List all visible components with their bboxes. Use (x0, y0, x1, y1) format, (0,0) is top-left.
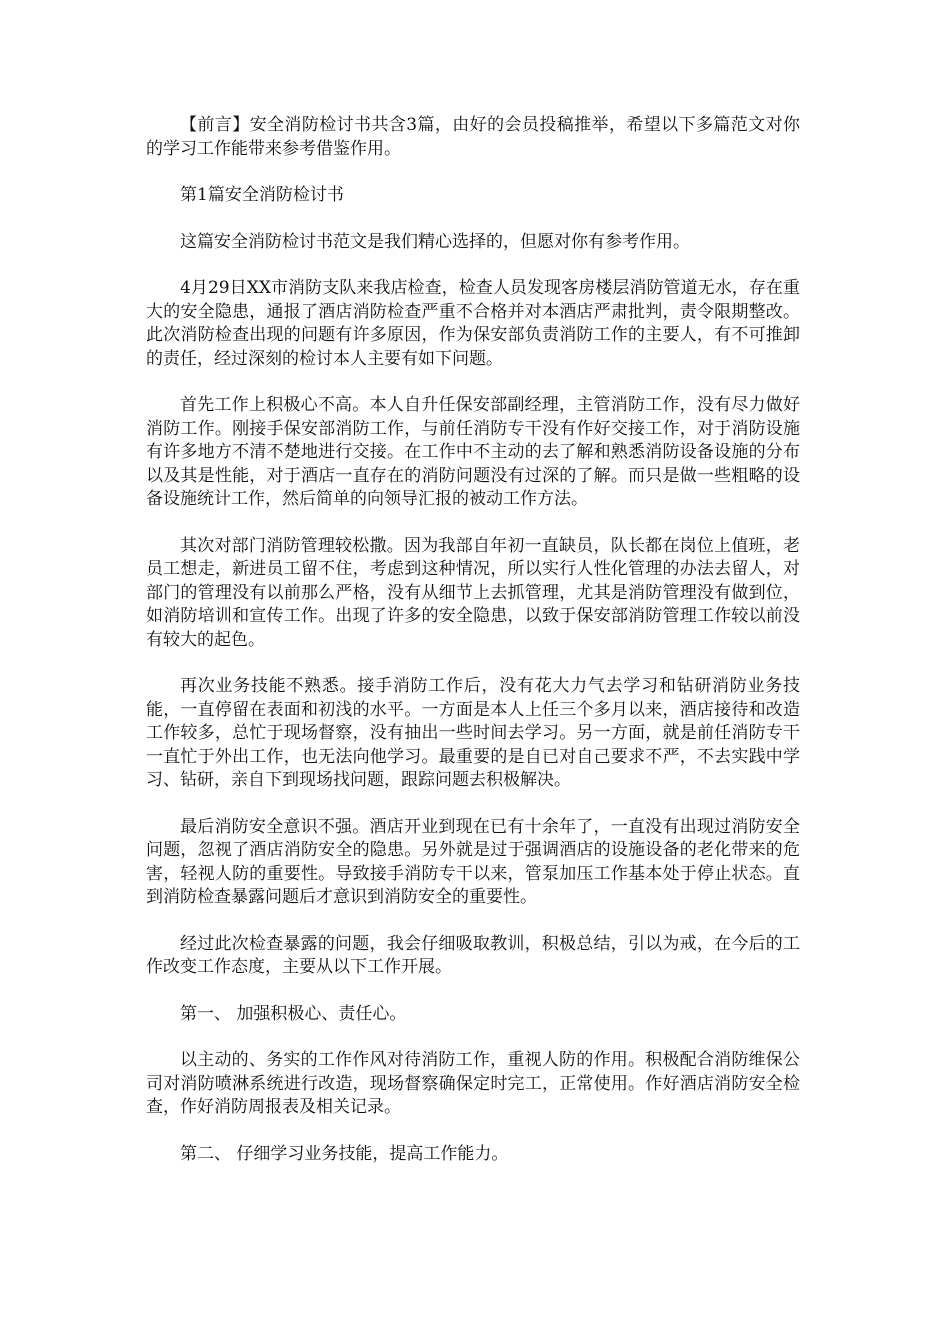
paragraph-issue-4: 最后消防安全意识不强。酒店开业到现在已有十余年了，一直没有出现过消防安全问题，忽视了酒店消防安全的隐患。另外就是过于强调酒店的设施设备的老化带来的危害，轻视人防的重要性。导致接手消防专干以来，管泵加压工作基本处于停止状态。直到消防检查暴露问题后才意识到消防安全的重要性。 (146, 816, 800, 907)
paragraph-issue-3: 再次业务技能不熟悉。接手消防工作后，没有花大力气去学习和钻研消防业务技能，一直停留在表面和初浅的水平。一方面是本人上任三个多月以来，酒店接待和改造工作较多，总忙于现场督察，没有抽出一些时间去学习。另一方面，就是前任消防专干一直忙于外出工作，也无法向他学习。最重要的是自已对自己要求不严，不去实践中学习、钻研，亲自下到现场找问题，跟踪问题去积极解决。 (146, 676, 800, 790)
paragraph-resolution: 经过此次检查暴露的问题，我会仔细吸取教训，积极总结，引以为戒，在今后的工作改变工作态度，主要从以下工作开展。 (146, 933, 800, 977)
paragraph-preface: 【前言】安全消防检讨书共含3篇，由好的会员投稿推举，希望以下多篇范文对你的学习工作能带来参考借鉴作用。 (146, 115, 800, 159)
paragraph-section-title: 第1篇安全消防检讨书 (180, 185, 344, 205)
document-body (146, 114, 800, 1189)
paragraph-incident: 4月29日XX市消防支队来我店检查，检查人员发现客房楼层消防管道无水，存在重大的安全隐患，通报了酒店消防检查严重不合格并对本酒店严肃批判，责令限期整改。此次消防检查出现的问题有许多原因，作为保安部负责消防工作的主要人，有不可推卸的责任，经过深刻的检讨本人主要有如下问题。 (146, 278, 800, 369)
paragraph-intro: 这篇安全消防检讨书范文是我们精心选择的，但愿对你有参考作用。 (180, 231, 690, 252)
paragraph-point-1-body: 以主动的、务实的工作作风对待消防工作，重视人防的作用。积极配合消防维保公司对消防喷淋系统进行改造，现场督察确保定时完工，正常使用。作好酒店消防安全检查，作好消防周报表及相关记录。 (146, 1050, 800, 1117)
paragraph-point-1-heading: 第一、 加强积极心、责任心。 (180, 1003, 407, 1024)
paragraph-issue-2: 其次对部门消防管理较松撒。因为我部自年初一直缺员，队长都在岗位上值班，老员工想走，新进员工留不住，考虑到这种情况，所以实行人性化管理的办法去留人，对部门的管理没有以前那么严格，没有从细节上去抓管理，尤其是消防管理没有做到位，如消防培训和宣传工作。出现了许多的安全隐患，以致于保安部消防管理工作较以前没有较大的起色。 (146, 535, 800, 650)
paragraph-point-2-heading: 第二、 仔细学习业务技能，提高工作能力。 (180, 1143, 509, 1164)
paragraph-issue-1: 首先工作上积极心不高。本人自升任保安部副经理，主管消防工作，没有尽力做好消防工作。刚接手保安部消防工作，与前任消防专干没有作好交接工作，对于消防设施有许多地方不清不楚地进行交接。在工作中不主动的去了解和熟悉消防设备设施的分布以及其是性能，对于酒店一直存在的消防问题没有过深的了解。而只是做一些粗略的设备设施统计工作，然后简单的向领导汇报的被动工作方法。 (146, 395, 800, 509)
